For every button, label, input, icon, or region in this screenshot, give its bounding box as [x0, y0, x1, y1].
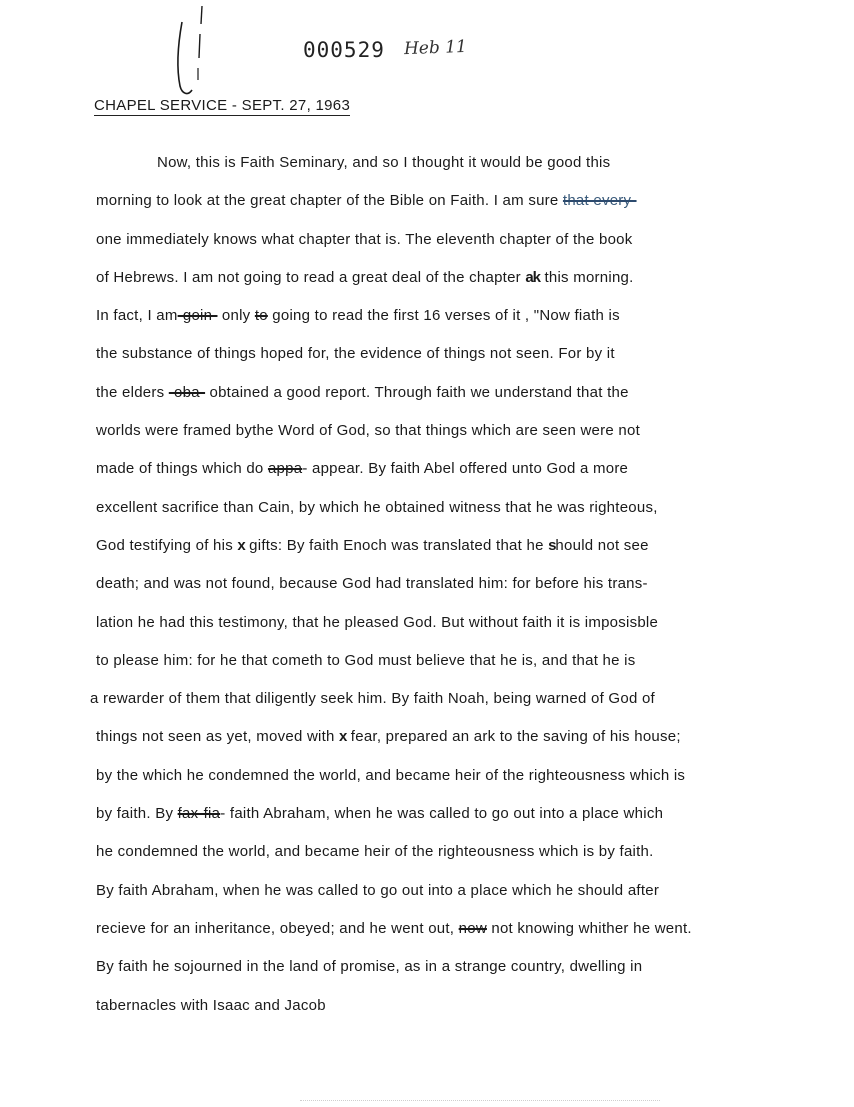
text-line: [96, 842, 826, 880]
text-segment: In fact, I am: [96, 307, 178, 325]
text-line: [96, 881, 826, 919]
text-line: [96, 306, 826, 344]
text-line: [96, 344, 826, 382]
scan-artifact: [300, 1100, 660, 1102]
corrected-text: -oba-: [168, 383, 206, 401]
text-segment: lation he had this testimony, that he pleased God. But without faith it is imposisble: [96, 613, 659, 631]
corrected-text: fax-fia: [177, 805, 221, 823]
text-segment: by the which he condemned the world, and became heir of the righteousness which is: [96, 766, 686, 784]
text-segment: not knowing whither he went.: [486, 919, 692, 937]
page-title: CHAPEL SERVICE - SEPT. 27, 1963: [94, 97, 351, 114]
text-line: [96, 268, 826, 306]
corrected-text: s: [548, 536, 556, 554]
text-line: [96, 727, 826, 765]
text-line: [96, 804, 826, 842]
corrected-text: x: [339, 728, 347, 746]
text-segment: Now, this is Faith Seminary, and so I thought it would be good this: [157, 154, 611, 171]
text-segment: going to read the first 16 verses of it , "Now fiath is: [267, 307, 620, 325]
corrected-text: x: [237, 536, 245, 554]
text-segment: only: [217, 307, 255, 325]
corrected-text: ak: [525, 268, 541, 286]
text-line: [96, 498, 826, 536]
corrected-text: -goin-: [177, 307, 218, 325]
sermon-body: [90, 153, 826, 1034]
text-segment: of Hebrews. I am not going to read a great deal of the chapter: [96, 268, 526, 286]
text-line: [96, 191, 826, 229]
text-segment: the substance of things hoped for, the evidence of things not seen. For by it: [96, 345, 615, 363]
text-segment: this morning.: [540, 268, 634, 286]
text-segment: tabernacles with Isaac and Jacob: [96, 996, 326, 1014]
text-line: [96, 383, 826, 421]
text-line: [96, 153, 826, 191]
corrected-text: now: [458, 919, 487, 937]
text-segment: by faith. By: [96, 805, 178, 823]
text-line: [96, 230, 826, 268]
text-line: [96, 574, 826, 612]
text-line: [96, 459, 826, 497]
text-segment: obtained a good report. Through faith we understand that the: [205, 383, 629, 401]
document-number: 000529: [303, 38, 385, 62]
text-segment: - faith Abraham, when he was called to go out into a place which: [220, 805, 664, 823]
text-line: [96, 536, 826, 574]
text-line: [96, 766, 826, 804]
corrected-text: appa: [267, 460, 303, 478]
text-segment: hould not see: [555, 536, 649, 554]
text-segment: made of things which do: [96, 460, 268, 478]
text-line: [96, 996, 826, 1034]
text-line: [96, 957, 826, 995]
text-segment: the elders: [96, 383, 169, 401]
text-line: [90, 689, 826, 727]
text-line: [96, 613, 826, 651]
text-segment: fear, prepared an ark to the saving of his house;: [346, 728, 681, 746]
text-line: [96, 421, 826, 459]
text-segment: death; and was not found, because God had translated him: for before his trans-: [96, 575, 648, 593]
text-segment: excellent sacrifice than Cain, by which he obtained witness that he was righteous,: [96, 498, 658, 516]
text-segment: he condemned the world, and became heir of the righteousness which is by faith.: [96, 843, 654, 861]
text-segment: worlds were framed bythe Word of God, so that things which are seen were not: [96, 422, 640, 440]
text-segment: God testifying of his: [96, 536, 238, 554]
text-segment: By faith he sojourned in the land of promise, as in a strange country, dwelling in: [96, 958, 643, 976]
text-segment: - appear. By faith Abel offered unto God a more: [302, 460, 629, 478]
text-segment: recieve for an inheritance, obeyed; and he went out,: [96, 919, 459, 937]
text-segment: a rewarder of them that diligently seek him. By faith Noah, being warned of God of: [90, 690, 655, 708]
text-segment: gifts: By faith Enoch was translated that he: [244, 536, 549, 554]
pen-margin-mark: [172, 4, 212, 100]
text-line: [96, 651, 826, 689]
corrected-text: to: [254, 307, 268, 325]
text-segment: to please him: for he that cometh to God must believe that he is, and that he is: [96, 651, 636, 669]
text-segment: things not seen as yet, moved with: [96, 728, 340, 746]
corrected-text: that every-: [562, 192, 637, 210]
text-line: [96, 919, 826, 957]
text-segment: morning to look at the great chapter of the Bible on Faith. I am sure: [96, 192, 563, 210]
text-segment: By faith Abraham, when he was called to go out into a place which he should after: [96, 881, 660, 899]
handwritten-reference-note: Heb 11: [403, 36, 468, 60]
text-segment: one immediately knows what chapter that is. The eleventh chapter of the book: [96, 230, 633, 248]
